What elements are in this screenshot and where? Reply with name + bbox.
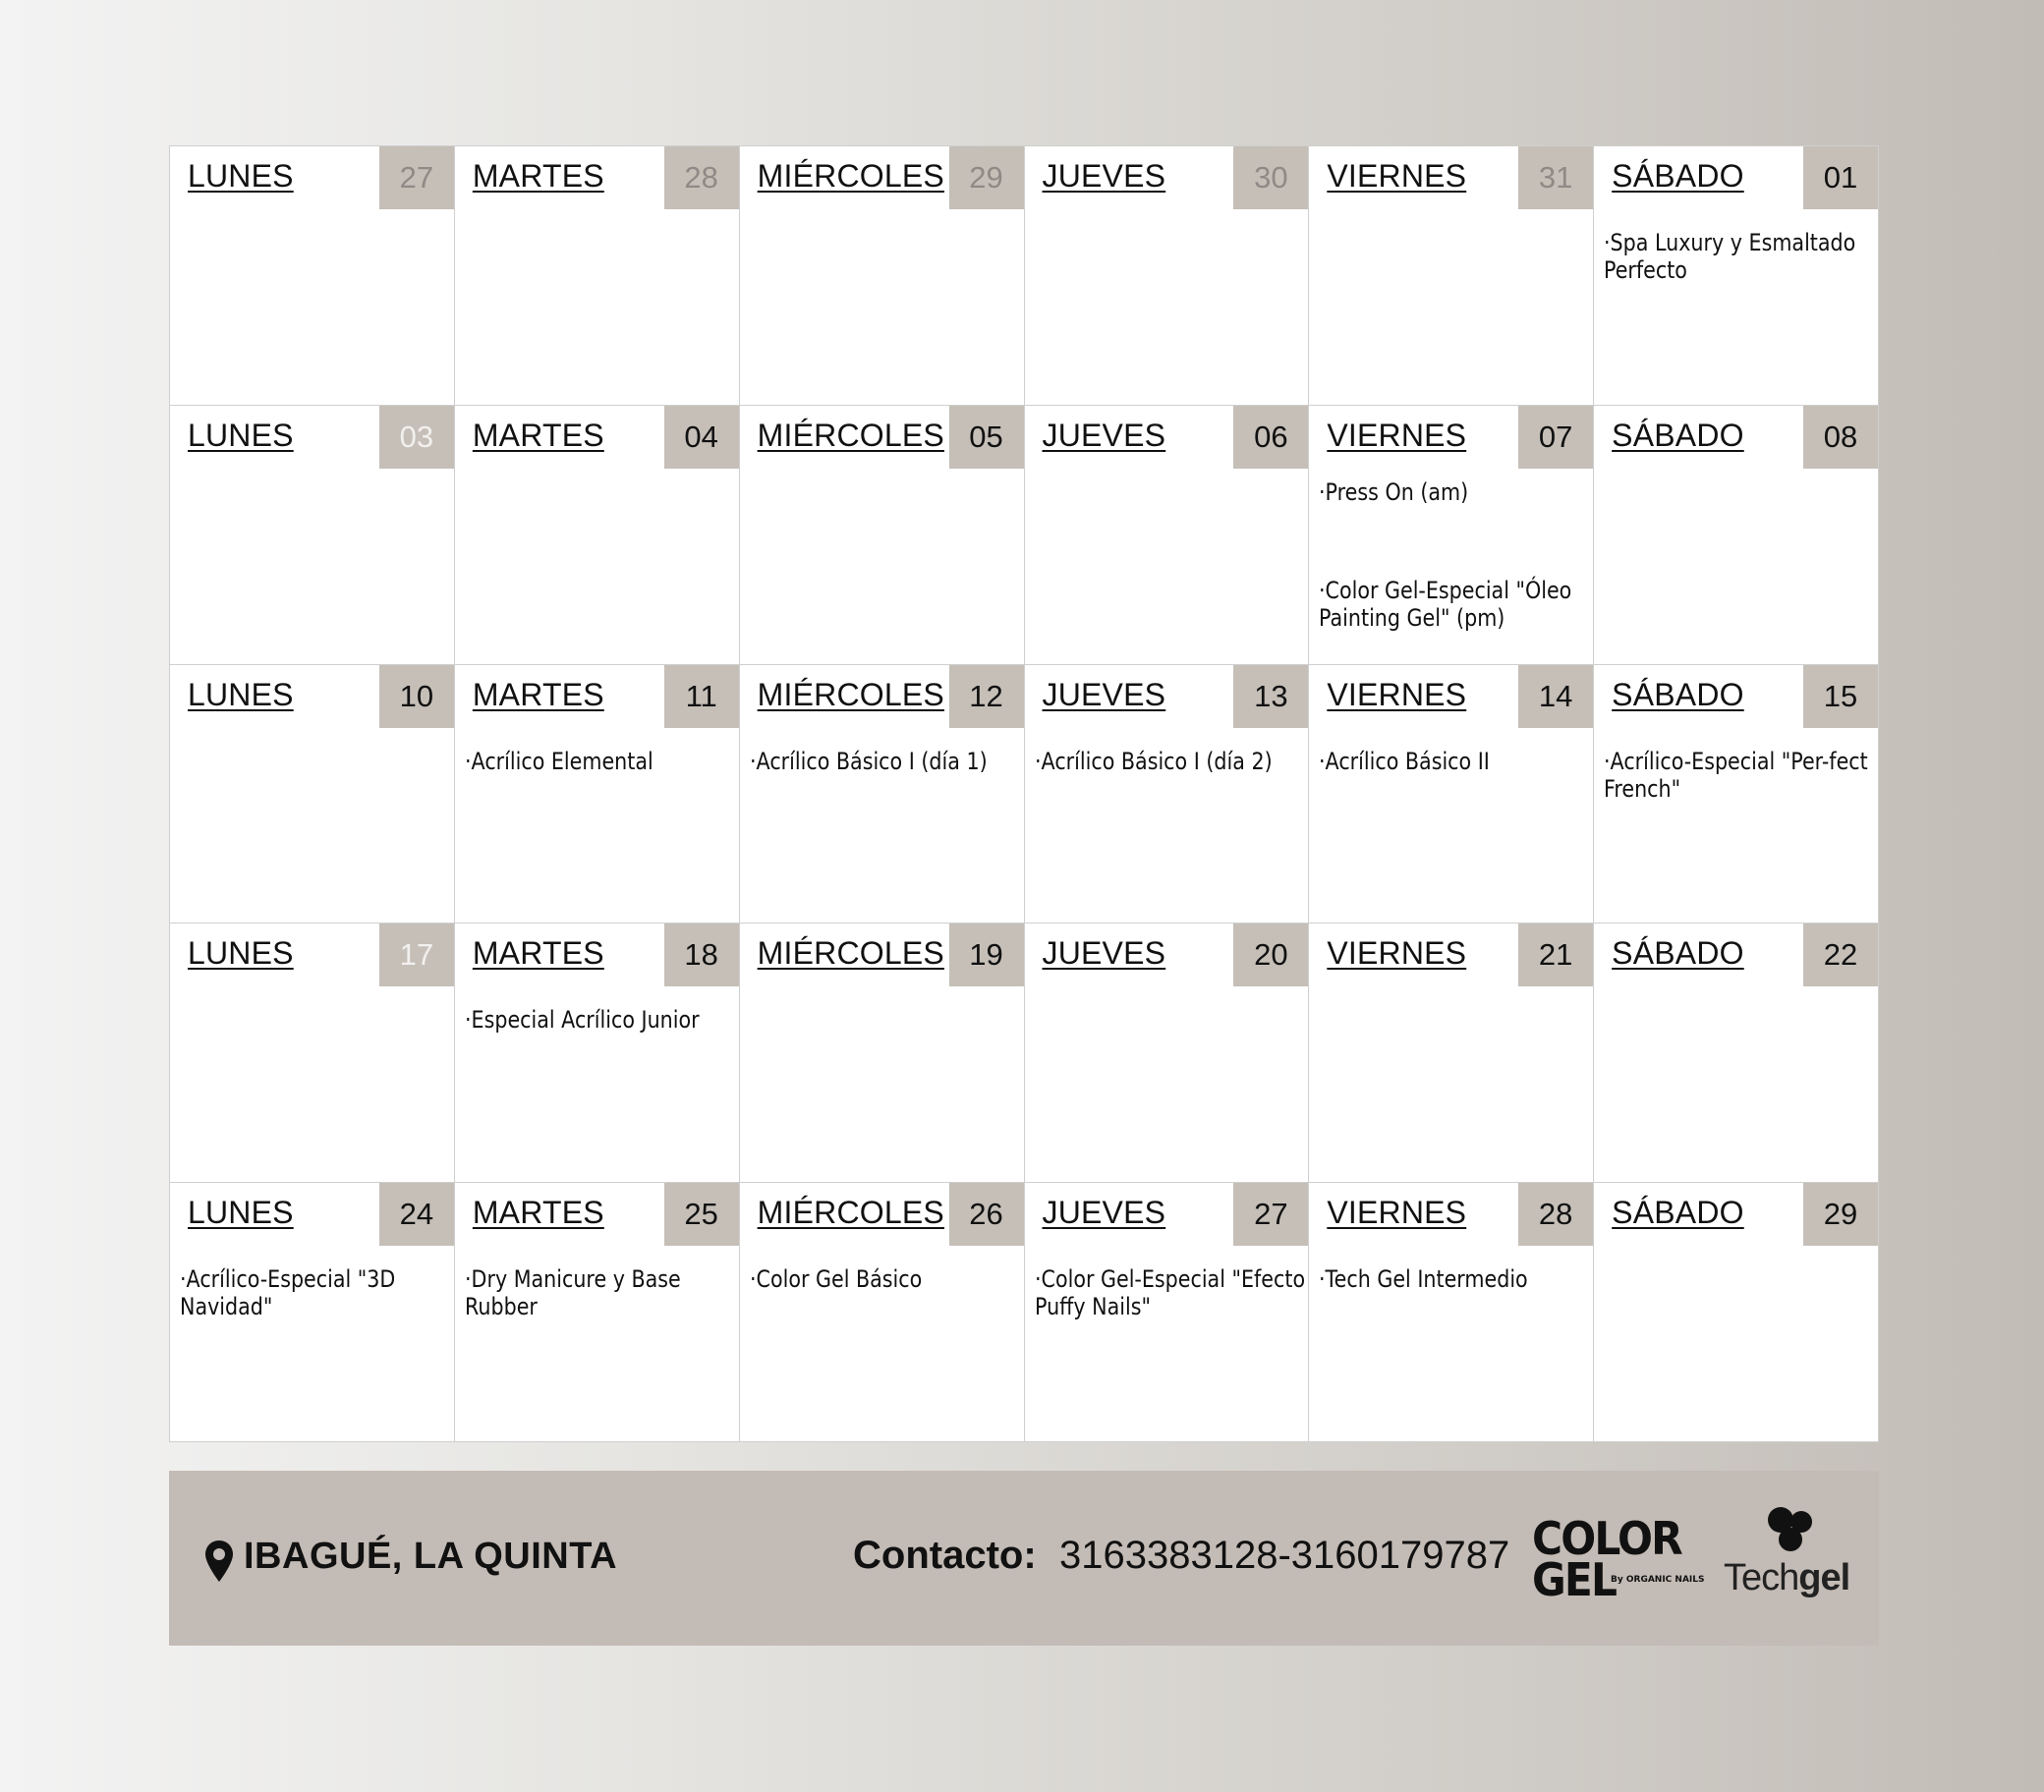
day-name: MIÉRCOLES	[757, 158, 944, 194]
day-cell	[1594, 406, 1879, 665]
day-number: 17	[379, 924, 454, 986]
day-name: LUNES	[188, 417, 294, 453]
event-item: ·Acrílico Básico II	[1319, 747, 1491, 775]
day-cell	[1309, 406, 1594, 665]
day-number: 03	[379, 406, 454, 469]
event-item: ·Color Gel Básico	[749, 1265, 922, 1294]
day-name: SÁBADO	[1612, 417, 1744, 453]
day-cell	[1594, 665, 1879, 924]
day-name: SÁBADO	[1612, 1195, 1744, 1231]
day-number: 04	[664, 406, 739, 469]
day-number: 19	[949, 924, 1024, 986]
day-name: MARTES	[472, 158, 604, 194]
event-item: ·Acrílico Básico I (día 2)	[1034, 747, 1273, 775]
day-cell	[1025, 924, 1310, 1183]
day-number: 15	[1803, 665, 1878, 728]
day-cell	[740, 1183, 1025, 1442]
day-cell	[170, 1183, 455, 1442]
event-item: ·Color Gel-Especial "Óleo Painting Gel" (pm)	[1319, 576, 1572, 632]
day-cell	[455, 924, 740, 1183]
day-name: LUNES	[188, 935, 294, 972]
day-number: 10	[379, 665, 454, 728]
day-name: JUEVES	[1042, 676, 1166, 712]
contact-phone: 3163383128-3160179787	[1059, 1534, 1510, 1577]
day-name: MARTES	[472, 417, 604, 453]
day-name: SÁBADO	[1612, 676, 1744, 712]
calendar-grid	[169, 145, 1879, 1442]
day-number: 25	[664, 1183, 739, 1246]
day-name: LUNES	[188, 676, 294, 712]
color-gel-logo-line2: GEL	[1532, 1553, 1617, 1606]
day-number: 30	[1233, 146, 1308, 209]
day-cell	[1025, 406, 1310, 665]
day-name: JUEVES	[1042, 1195, 1166, 1231]
event-item: ·Especial Acrílico Junior	[464, 1006, 700, 1035]
location-text: IBAGUÉ, LA QUINTA	[244, 1536, 618, 1577]
day-number: 29	[949, 146, 1024, 209]
event-item: ·Acrílico-Especial "3D Navidad"	[180, 1265, 396, 1321]
event-item: ·Dry Manicure y Base Rubber	[464, 1265, 681, 1321]
day-number: 20	[1233, 924, 1308, 986]
event-item: ·Press On (am)	[1319, 477, 1469, 506]
day-cell	[455, 406, 740, 665]
event-item: ·Acrílico Básico I (día 1)	[749, 747, 988, 775]
day-cell	[170, 924, 455, 1183]
day-number: 28	[664, 146, 739, 209]
day-cell	[740, 665, 1025, 924]
day-cell	[1594, 1183, 1879, 1442]
day-number: 07	[1518, 406, 1593, 469]
techgel-prefix: Tech	[1724, 1557, 1799, 1598]
day-number: 01	[1803, 146, 1878, 209]
day-number: 11	[664, 665, 739, 728]
day-number: 14	[1518, 665, 1593, 728]
day-name: VIERNES	[1327, 676, 1467, 712]
day-name: MARTES	[472, 935, 604, 972]
day-cell	[1309, 665, 1594, 924]
techgel-logo	[1724, 1504, 1851, 1612]
footer-bar	[169, 1471, 1879, 1646]
day-name: SÁBADO	[1612, 158, 1744, 194]
day-name: JUEVES	[1042, 158, 1166, 194]
day-number: 21	[1518, 924, 1593, 986]
day-number: 27	[1233, 1183, 1308, 1246]
day-number: 22	[1803, 924, 1878, 986]
day-cell	[1025, 665, 1310, 924]
day-cell	[170, 406, 455, 665]
event-item: ·Tech Gel Intermedio	[1319, 1265, 1529, 1294]
day-cell	[740, 146, 1025, 406]
techgel-wordmark	[1724, 1557, 1849, 1599]
day-cell	[1025, 146, 1310, 406]
event-item: ·Color Gel-Especial "Efecto Puffy Nails"	[1034, 1265, 1305, 1321]
day-number: 28	[1518, 1183, 1593, 1246]
day-name: JUEVES	[1042, 417, 1166, 453]
day-name: LUNES	[188, 158, 294, 194]
day-name: VIERNES	[1327, 1195, 1467, 1231]
event-item: ·Spa Luxury y Esmaltado Perfecto	[1604, 229, 1856, 284]
day-cell	[455, 146, 740, 406]
day-number: 27	[379, 146, 454, 209]
map-pin-icon	[204, 1540, 234, 1583]
day-number: 13	[1233, 665, 1308, 728]
contact-label: Contacto:	[853, 1534, 1037, 1577]
day-cell	[1309, 146, 1594, 406]
day-cell	[1025, 1183, 1310, 1442]
day-number: 24	[379, 1183, 454, 1246]
day-name: MIÉRCOLES	[757, 676, 944, 712]
day-number: 08	[1803, 406, 1878, 469]
day-name: MIÉRCOLES	[757, 935, 944, 972]
techgel-dots-icon	[1761, 1504, 1820, 1553]
day-name: SÁBADO	[1612, 935, 1744, 972]
day-cell	[170, 665, 455, 924]
day-name: VIERNES	[1327, 158, 1467, 194]
day-cell	[455, 1183, 740, 1442]
day-name: MIÉRCOLES	[757, 1195, 944, 1231]
techgel-suffix: gel	[1798, 1557, 1850, 1598]
event-item: ·Acrílico-Especial "Per-fect French"	[1604, 747, 1868, 803]
day-name: MARTES	[472, 1195, 604, 1231]
day-name: VIERNES	[1327, 417, 1467, 453]
day-number: 06	[1233, 406, 1308, 469]
day-cell	[740, 924, 1025, 1183]
day-cell	[1309, 1183, 1594, 1442]
day-name: VIERNES	[1327, 935, 1467, 972]
day-cell	[740, 406, 1025, 665]
day-number: 12	[949, 665, 1024, 728]
event-item: ·Acrílico Elemental	[464, 747, 653, 775]
day-number: 31	[1518, 146, 1593, 209]
day-cell	[1594, 924, 1879, 1183]
day-cell	[455, 665, 740, 924]
day-cell	[170, 146, 455, 406]
color-gel-logo	[1532, 1512, 1705, 1606]
day-name: LUNES	[188, 1195, 294, 1231]
day-cell	[1594, 146, 1879, 406]
day-number: 18	[664, 924, 739, 986]
color-gel-logo-sub: By ORGANIC NAILS	[1611, 1575, 1705, 1585]
day-name: MIÉRCOLES	[757, 417, 944, 453]
color-gel-logo-line1: COLOR	[1532, 1512, 1681, 1565]
day-name: MARTES	[472, 676, 604, 712]
day-name: JUEVES	[1042, 935, 1166, 972]
day-number: 05	[949, 406, 1024, 469]
day-cell	[1309, 924, 1594, 1183]
day-number: 26	[949, 1183, 1024, 1246]
day-number: 29	[1803, 1183, 1878, 1246]
